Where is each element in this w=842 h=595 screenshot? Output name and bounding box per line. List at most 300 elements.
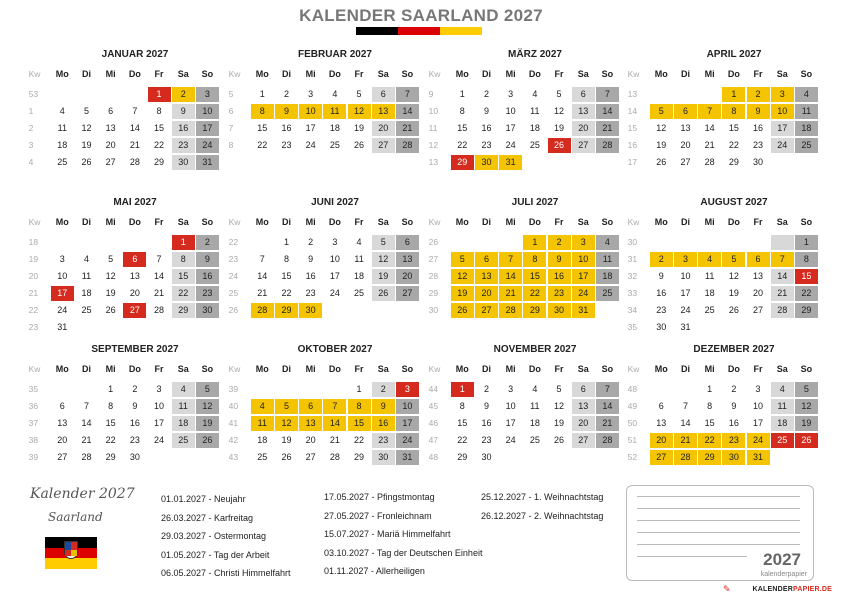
day-cell: 21 [81, 435, 92, 445]
day-cell: 30 [722, 450, 745, 465]
month-name: APRIL 2027 [706, 49, 762, 60]
day-cell: 3 [755, 384, 761, 394]
day-cell: 5 [556, 89, 562, 99]
day-cell: 23 [129, 435, 140, 445]
weekday-label: Mo [654, 217, 668, 227]
day-cell: 1 [108, 384, 114, 394]
day-cell: 27 [753, 305, 764, 315]
day-cell: 27 [396, 286, 419, 301]
week-row [25, 398, 220, 415]
day-cell: 28 [251, 303, 274, 318]
day-cell: 7 [499, 252, 522, 267]
week-number: 18 [28, 237, 39, 247]
weekday-header [624, 214, 819, 231]
brand-logo: KALENDERPAPIER.DE [752, 586, 832, 593]
day-cell: 26 [656, 157, 667, 167]
day-cell: 19 [554, 418, 565, 428]
day-cell: 26 [548, 138, 571, 153]
day-cell: 20 [572, 416, 595, 431]
day-cell: 18 [81, 288, 92, 298]
day-cell: 24 [57, 305, 68, 315]
day-cell: 29 [457, 452, 468, 462]
week-row [624, 86, 819, 103]
day-cell [99, 320, 122, 335]
weekday-label: So [401, 217, 414, 227]
day-cell: 15 [795, 269, 818, 284]
weekday-header [225, 214, 420, 231]
holiday-list-2 [324, 491, 482, 584]
day-cell: 31 [57, 322, 68, 332]
week-number: 50 [627, 418, 638, 428]
week-number: 39 [228, 384, 239, 394]
weekday-label: Do [528, 217, 541, 227]
day-cell [75, 235, 98, 250]
weekday-label: So [601, 364, 614, 374]
day-cell: 3 [308, 89, 314, 99]
day-cell: 14 [704, 123, 715, 133]
day-cell: 10 [572, 252, 595, 267]
day-cell: 13 [572, 104, 595, 119]
day-cell: 21 [596, 121, 619, 136]
week-number: 46 [428, 418, 439, 428]
day-cell: 24 [771, 138, 794, 153]
day-cell: 26 [451, 303, 474, 318]
day-cell: 14 [257, 271, 268, 281]
day-cell: 7 [396, 87, 419, 102]
month-name: JULI 2027 [511, 197, 559, 208]
day-cell [172, 450, 195, 465]
kw-header: Kw [228, 364, 241, 374]
week-row [425, 154, 620, 171]
week-row [225, 120, 420, 137]
day-cell: 23 [305, 288, 316, 298]
day-cell: 8 [108, 401, 114, 411]
day-cell: 6 [658, 401, 664, 411]
day-cell [451, 235, 474, 250]
day-cell: 22 [257, 140, 268, 150]
weekday-label: Mi [305, 217, 316, 227]
day-cell: 4 [771, 382, 794, 397]
day-cell: 24 [747, 433, 770, 448]
day-cell: 11 [81, 271, 92, 281]
week-number: 30 [428, 305, 439, 315]
day-cell: 2 [548, 235, 571, 250]
day-cell: 11 [251, 416, 274, 431]
day-cell: 4 [59, 106, 65, 116]
weekday-label: Di [481, 217, 491, 227]
day-cell: 20 [129, 288, 140, 298]
day-cell: 30 [548, 303, 571, 318]
week-row [624, 432, 819, 449]
day-cell: 15 [257, 123, 268, 133]
day-cell: 23 [548, 286, 571, 301]
day-cell: 27 [372, 138, 395, 153]
day-cell: 24 [305, 140, 316, 150]
month-name: FEBRUAR 2027 [298, 49, 372, 60]
day-cell: 5 [795, 382, 818, 397]
day-cell: 1 [451, 382, 474, 397]
day-cell [771, 320, 794, 335]
week-number: 20 [28, 271, 39, 281]
day-cell: 29 [172, 303, 195, 318]
day-cell: 22 [281, 288, 292, 298]
month-name: SEPTEMBER 2027 [91, 344, 179, 355]
weekday-label: Sa [776, 69, 788, 79]
flag-stripe-red [398, 27, 440, 35]
month-block [425, 196, 620, 319]
day-cell: 7 [682, 401, 688, 411]
day-cell: 11 [795, 104, 818, 119]
kw-header: Kw [627, 217, 640, 227]
day-cell: 8 [459, 401, 465, 411]
day-cell: 8 [722, 104, 745, 119]
weekday-header [25, 214, 220, 231]
day-cell: 16 [548, 269, 571, 284]
day-cell: 7 [83, 401, 89, 411]
day-cell: 24 [396, 433, 419, 448]
weekday-label: Mi [105, 69, 116, 79]
weekday-label: Di [81, 69, 91, 79]
week-row [225, 268, 420, 285]
day-cell [75, 382, 98, 397]
week-row [25, 251, 220, 268]
week-number: 27 [428, 254, 439, 264]
day-cell: 10 [753, 401, 764, 411]
day-cell: 1 [795, 235, 818, 250]
flag-stripe-gold [440, 27, 482, 35]
day-cell: 11 [354, 254, 364, 264]
holiday-entry: 26.12.2027 - 2. Weihnachtstag [481, 510, 604, 521]
day-cell: 18 [596, 269, 619, 284]
month-name: JANUAR 2027 [101, 49, 169, 60]
weekday-label: Mi [305, 69, 316, 79]
weekday-label: Do [528, 364, 541, 374]
day-cell: 14 [323, 416, 346, 431]
day-cell: 8 [283, 254, 289, 264]
day-cell: 14 [596, 104, 619, 119]
day-cell: 17 [680, 288, 691, 298]
day-cell [172, 320, 195, 335]
weekday-header [225, 361, 420, 378]
day-cell: 19 [728, 288, 739, 298]
day-cell: 25 [172, 433, 195, 448]
week-number: 26 [428, 237, 439, 247]
holiday-entry: 29.03.2027 - Ostermontag [161, 531, 267, 541]
day-cell [499, 235, 522, 250]
weekday-label: So [601, 217, 614, 227]
day-cell [51, 235, 74, 250]
day-cell: 3 [572, 235, 595, 250]
week-row [425, 251, 620, 268]
week-number: 26 [228, 305, 239, 315]
weekday-header [425, 66, 620, 83]
day-cell: 24 [154, 435, 165, 445]
day-cell: 17 [505, 418, 516, 428]
day-cell: 22 [457, 140, 468, 150]
day-cell [572, 155, 595, 170]
notes-box[interactable] [626, 485, 814, 581]
day-cell [548, 155, 571, 170]
day-cell: 11 [172, 399, 195, 414]
day-cell: 25 [81, 305, 92, 315]
day-cell: 16 [481, 418, 492, 428]
day-cell: 25 [795, 138, 818, 153]
day-cell [299, 382, 322, 397]
day-cell: 24 [329, 288, 340, 298]
day-cell: 3 [156, 384, 162, 394]
day-cell [275, 382, 298, 397]
day-cell: 12 [554, 401, 565, 411]
week-number: 49 [627, 401, 638, 411]
week-number: 28 [428, 271, 439, 281]
week-number: 39 [28, 452, 39, 462]
day-cell: 3 [59, 254, 65, 264]
day-cell: 28 [154, 305, 165, 315]
week-row [225, 432, 420, 449]
weekday-label: Di [281, 364, 291, 374]
day-cell: 8 [172, 252, 195, 267]
day-cell: 20 [372, 121, 395, 136]
week-number: 47 [428, 435, 439, 445]
week-number: 53 [28, 89, 39, 99]
day-cell: 22 [795, 286, 818, 301]
week-row [225, 415, 420, 432]
day-cell: 30 [656, 322, 667, 332]
day-cell: 11 [704, 271, 715, 281]
day-cell: 12 [795, 399, 818, 414]
day-cell: 2 [196, 235, 219, 250]
weekday-label: Do [727, 217, 740, 227]
day-cell: 23 [172, 138, 195, 153]
day-cell: 5 [722, 252, 745, 267]
week-row [25, 137, 220, 154]
day-cell [196, 320, 219, 335]
day-cell: 4 [332, 89, 338, 99]
weekday-label: Mi [704, 217, 715, 227]
day-cell: 20 [57, 435, 68, 445]
kw-header: Kw [627, 364, 640, 374]
day-cell: 9 [483, 401, 489, 411]
day-cell: 9 [731, 401, 737, 411]
day-cell: 28 [129, 157, 140, 167]
day-cell: 14 [596, 399, 619, 414]
kw-header: Kw [28, 217, 41, 227]
day-cell [747, 235, 770, 250]
notes-year: 2027 [763, 550, 801, 569]
day-cell: 6 [372, 87, 395, 102]
week-row [25, 120, 220, 137]
weekday-label: Mo [654, 69, 668, 79]
day-cell: 1 [283, 237, 289, 247]
day-cell [722, 235, 745, 250]
day-cell: 30 [372, 450, 395, 465]
day-cell: 28 [329, 452, 340, 462]
day-cell: 22 [172, 286, 195, 301]
day-cell: 2 [483, 89, 489, 99]
day-cell [475, 235, 498, 250]
day-cell: 20 [680, 140, 691, 150]
week-row [225, 381, 420, 398]
day-cell [196, 450, 219, 465]
weekday-label: So [800, 69, 813, 79]
day-cell: 25 [529, 435, 540, 445]
weekday-label: Di [81, 217, 91, 227]
day-cell: 21 [129, 140, 140, 150]
day-cell: 15 [281, 271, 292, 281]
day-cell: 12 [728, 271, 739, 281]
logo-title: Kalender 2027 [30, 486, 135, 502]
weekday-label: Mo [55, 364, 69, 374]
day-cell: 6 [572, 382, 595, 397]
day-cell: 17 [396, 416, 419, 431]
week-number: 14 [627, 106, 638, 116]
day-cell: 28 [674, 450, 697, 465]
day-cell: 11 [530, 106, 540, 116]
week-row [25, 86, 220, 103]
weekday-label: Fr [354, 69, 364, 79]
day-cell: 27 [305, 452, 316, 462]
day-cell: 22 [728, 140, 739, 150]
day-cell: 10 [299, 104, 322, 119]
day-cell: 14 [81, 418, 92, 428]
day-cell: 9 [172, 104, 195, 119]
day-cell: 25 [596, 286, 619, 301]
day-cell: 27 [572, 138, 595, 153]
day-cell: 25 [329, 140, 340, 150]
week-row [225, 234, 420, 251]
day-cell: 4 [251, 399, 274, 414]
week-row [425, 415, 620, 432]
day-cell: 24 [505, 435, 516, 445]
day-cell: 2 [483, 384, 489, 394]
weekday-label: So [800, 217, 813, 227]
day-cell: 5 [556, 384, 562, 394]
holiday-entry: 26.03.2027 - Karfreitag [161, 512, 254, 523]
week-row [25, 268, 220, 285]
week-number: 13 [627, 89, 638, 99]
week-row [225, 285, 420, 302]
weekday-header [425, 214, 620, 231]
day-cell: 4 [795, 87, 818, 102]
day-cell: 1 [707, 384, 713, 394]
day-cell: 1 [259, 89, 265, 99]
kw-header: Kw [228, 217, 241, 227]
week-row [425, 381, 620, 398]
week-row [225, 302, 420, 319]
weekday-label: Mo [455, 69, 469, 79]
weekday-label: Di [680, 364, 690, 374]
day-cell: 26 [105, 305, 116, 315]
week-number: 36 [28, 401, 39, 411]
week-row [25, 103, 220, 120]
day-cell [323, 382, 346, 397]
weekday-label: Fr [154, 364, 164, 374]
day-cell: 18 [771, 416, 794, 431]
day-cell: 26 [354, 140, 365, 150]
week-row [225, 449, 420, 466]
day-cell: 6 [674, 104, 697, 119]
saarland-flag-icon [45, 537, 97, 569]
day-cell [123, 235, 146, 250]
day-cell: 14 [771, 269, 794, 284]
day-cell: 21 [704, 140, 715, 150]
week-row [624, 234, 819, 251]
day-cell: 29 [698, 450, 721, 465]
week-number: 4 [28, 157, 34, 167]
weekday-label: Do [128, 69, 141, 79]
weekday-label: So [201, 217, 214, 227]
week-row [25, 234, 220, 251]
holiday-entry: 01.05.2027 - Tag der Arbeit [161, 549, 270, 560]
week-number: 38 [28, 435, 39, 445]
day-cell: 17 [329, 271, 340, 281]
day-cell [123, 87, 146, 102]
week-row [624, 103, 819, 120]
day-cell: 18 [329, 123, 340, 133]
weekday-label: Sa [177, 364, 189, 374]
day-cell: 29 [105, 452, 116, 462]
day-cell [795, 320, 818, 335]
day-cell: 6 [572, 87, 595, 102]
day-cell: 8 [251, 104, 274, 119]
week-number: 19 [28, 254, 39, 264]
weekday-label: Fr [154, 217, 164, 227]
day-cell [251, 235, 274, 250]
day-cell: 4 [172, 382, 195, 397]
week-row [225, 86, 420, 103]
day-cell: 25 [704, 305, 715, 315]
week-number: 37 [28, 418, 39, 428]
day-cell: 17 [51, 286, 74, 301]
holiday-entry: 01.11.2027 - Allerheiligen [324, 566, 425, 576]
holiday-entry: 01.01.2027 - Neujahr [161, 494, 246, 504]
day-cell [148, 320, 171, 335]
month-block [225, 48, 420, 154]
weekday-label: Di [680, 69, 690, 79]
week-number: 48 [428, 452, 439, 462]
day-cell: 15 [704, 418, 715, 428]
day-cell: 7 [771, 252, 794, 267]
weekday-label: Fr [554, 69, 564, 79]
day-cell: 18 [354, 271, 365, 281]
day-cell: 10 [771, 104, 794, 119]
day-cell: 8 [459, 106, 465, 116]
month-block [624, 196, 819, 336]
weekday-header [25, 66, 220, 83]
week-number: 12 [428, 140, 439, 150]
weekday-label: Mo [255, 364, 269, 374]
logo-subtitle: Saarland [48, 510, 103, 524]
week-number: 40 [228, 401, 239, 411]
day-cell: 11 [530, 401, 540, 411]
day-cell: 20 [650, 433, 673, 448]
week-row [225, 398, 420, 415]
week-row [624, 398, 819, 415]
week-number: 2 [28, 123, 34, 133]
day-cell: 27 [123, 303, 146, 318]
day-cell [650, 87, 673, 102]
weekday-label: Di [281, 69, 291, 79]
weekday-label: Do [128, 217, 141, 227]
day-cell: 27 [572, 433, 595, 448]
week-row [624, 268, 819, 285]
day-cell: 15 [172, 269, 195, 284]
day-cell: 5 [83, 106, 89, 116]
day-cell: 31 [680, 322, 691, 332]
day-cell: 26 [196, 433, 219, 448]
weekday-label: Fr [554, 364, 564, 374]
day-cell: 13 [572, 399, 595, 414]
